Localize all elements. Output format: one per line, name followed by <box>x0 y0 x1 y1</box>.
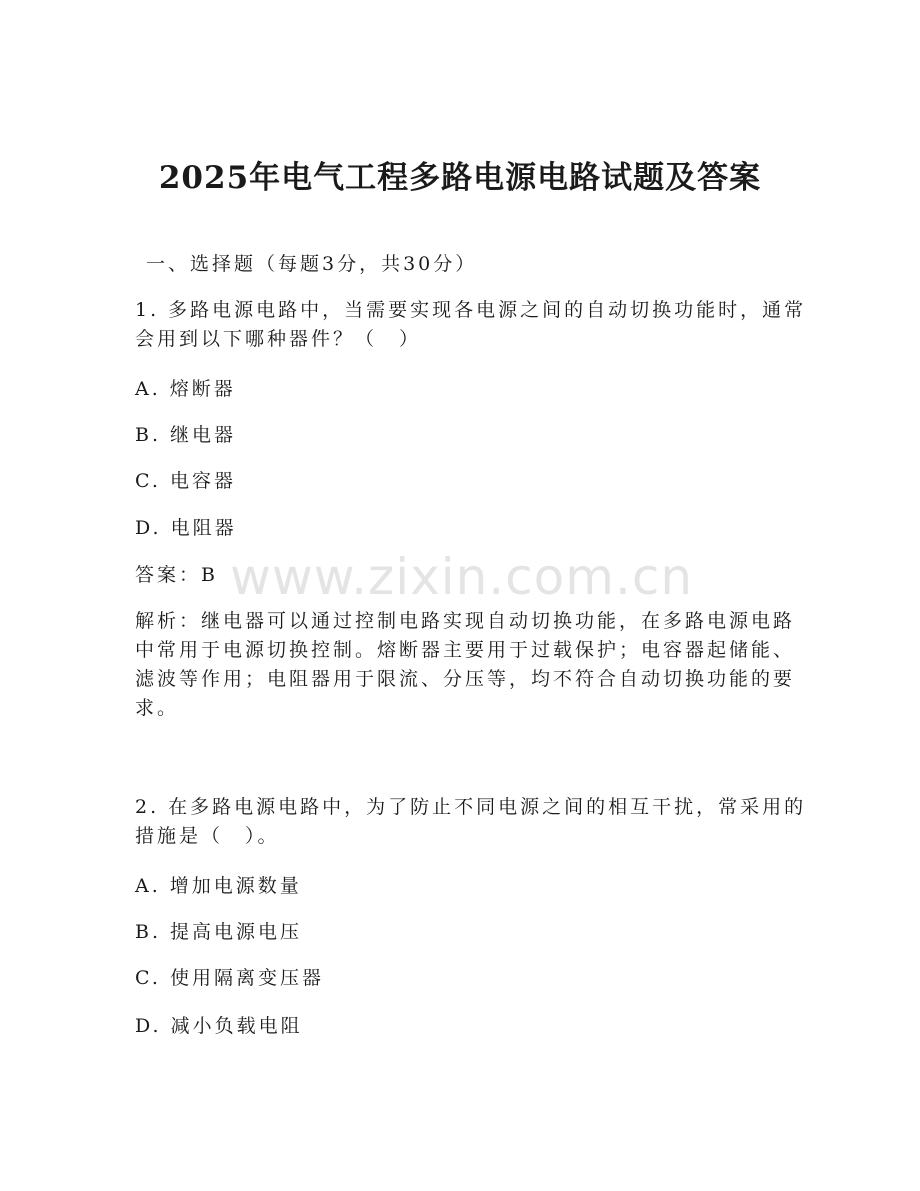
question-2-stem <box>135 793 807 851</box>
analysis-line: 中常用于电源切换控制。熔断器主要用于过载保护；电容器起储能、 <box>135 639 796 661</box>
question-1-stem <box>135 296 807 354</box>
question-1-option-b: B. 继电器 <box>135 424 237 446</box>
question-2-option-a: A. 增加电源数量 <box>135 875 302 897</box>
watermark: www.zixin.com.cn <box>230 548 694 606</box>
analysis-line: 滤波等作用；电阻器用于限流、分压等，均不符合自动切换功能的要 <box>135 668 796 690</box>
question-stem-line: 2. 在多路电源电路中，为了防止不同电源之间的相互干扰，常采用的 <box>135 796 807 818</box>
analysis-line: 求。 <box>135 697 180 719</box>
question-stem-line: 措施是（ ）。 <box>135 825 280 847</box>
question-stem-line: 会用到以下哪种器件？（ ） <box>135 328 422 350</box>
analysis-line: 解析：继电器可以通过控制电路实现自动切换功能，在多路电源电路 <box>135 610 796 632</box>
question-1-option-c: C. 电容器 <box>135 470 236 492</box>
question-1-option-d: D. 电阻器 <box>135 517 237 539</box>
question-1-option-a: A. 熔断器 <box>135 378 236 400</box>
question-2-option-d: D. 减小负载电阻 <box>135 1015 303 1037</box>
question-1-analysis <box>135 607 796 723</box>
question-stem-line: 1. 多路电源电路中，当需要实现各电源之间的自动切换功能时，通常 <box>135 299 807 321</box>
question-2-option-c: C. 使用隔离变压器 <box>135 967 324 989</box>
question-2-option-b: B. 提高电源电压 <box>135 921 303 943</box>
section-heading: 一、选择题（每题3分，共30分） <box>146 253 478 275</box>
document-title: 2025年电气工程多路电源电路试题及答案 <box>158 160 762 196</box>
question-1-answer: 答案：B <box>135 564 218 586</box>
